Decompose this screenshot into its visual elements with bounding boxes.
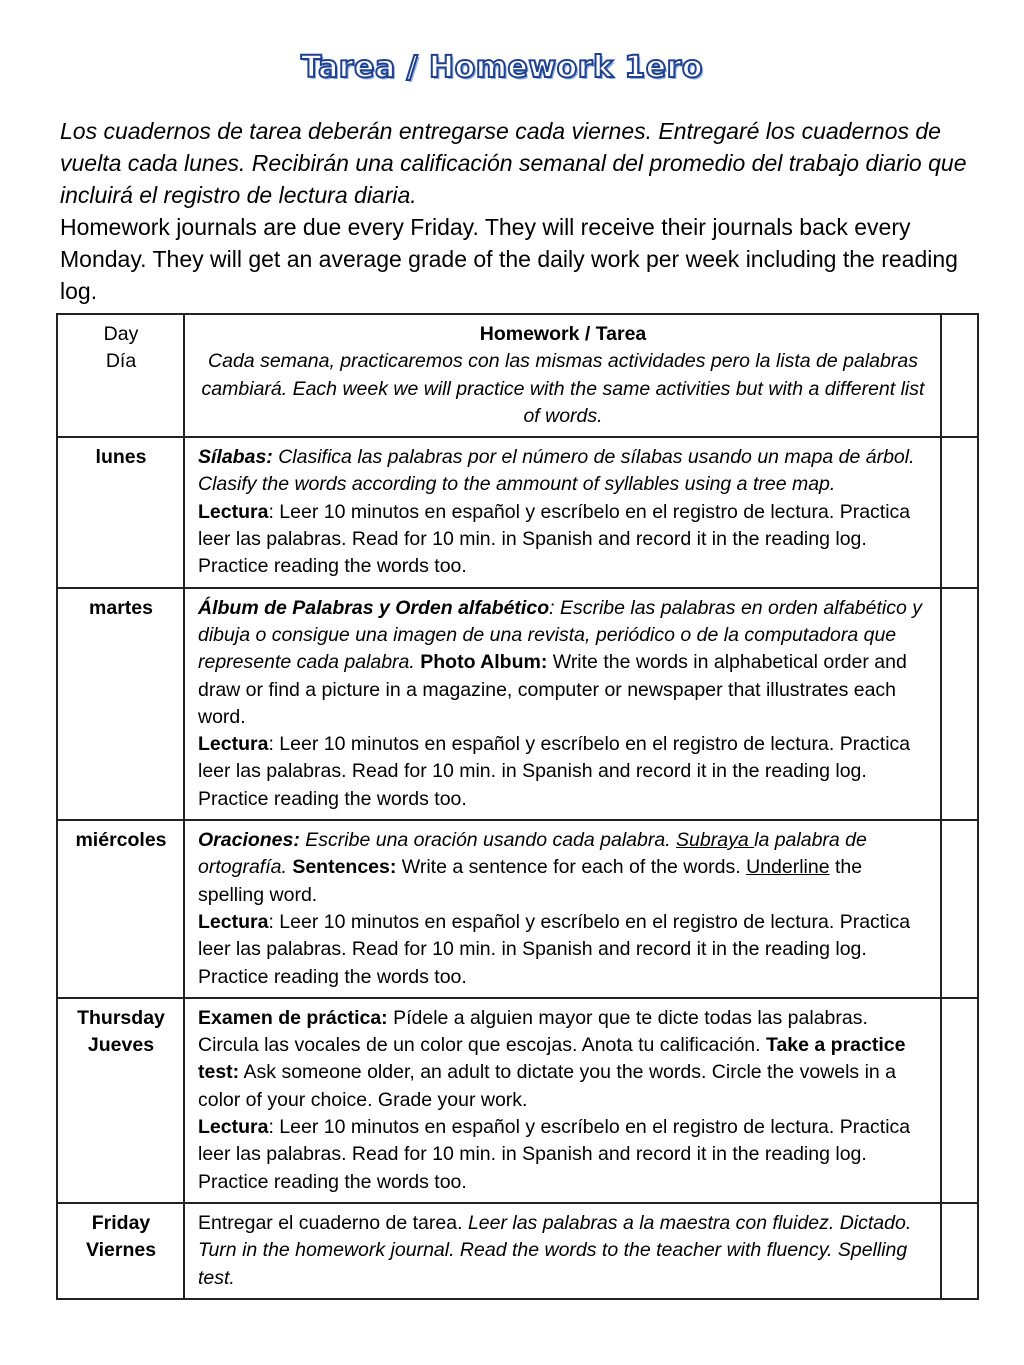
reading-label: Lectura — [198, 500, 269, 523]
homework-header-title: Homework / Tarea — [479, 323, 647, 345]
homework-cell — [184, 588, 941, 820]
day-cell — [57, 820, 184, 998]
intro-section — [60, 115, 970, 307]
activity-text: la palabra de ortografía. — [198, 829, 867, 879]
day-label: martes — [89, 596, 153, 619]
table-row — [57, 588, 978, 820]
reading-label: Lectura — [198, 910, 269, 933]
extra-column — [941, 588, 978, 820]
day-header — [57, 314, 184, 437]
day-label-en: Friday — [91, 1211, 151, 1234]
extra-column — [941, 998, 978, 1203]
activity-text-en: Write a sentence for each of the words. — [396, 856, 747, 879]
activity-text: Entregar el cuaderno de tarea. — [198, 1211, 468, 1234]
reading-line — [198, 909, 928, 991]
day-cell — [57, 998, 184, 1203]
table-header-row — [57, 314, 978, 437]
day-cell — [57, 437, 184, 587]
activity-title: Oraciones: — [198, 829, 300, 852]
activity-text-italic: Leer las palabras a la maestra con fluidez. Dictado. Turn in the homework journal. Read the words to the teacher with fluency. Spelling test. — [198, 1211, 912, 1289]
homework-cell — [184, 437, 941, 587]
day-header-es: Día — [105, 350, 137, 373]
reading-text: : Leer 10 minutos en español y escríbelo en el registro de lectura. Practica leer las palabras. Read for 10 min. in Spanish and record it in the reading log. Practice reading the words too. — [198, 910, 911, 988]
table-row — [57, 998, 978, 1203]
table-row — [57, 437, 978, 587]
extra-column — [941, 820, 978, 998]
day-header-en: Day — [103, 323, 139, 345]
day-label: miércoles — [75, 829, 167, 852]
activity-title: Examen de práctica: — [198, 1006, 388, 1029]
activity-title-en: Photo Album: — [420, 651, 548, 674]
activity-text-en: Ask someone older, an adult to dictate you the words. Circle the vowels in a color of your choice. Grade your work. — [198, 1061, 897, 1111]
homework-table — [56, 313, 979, 1300]
homework-cell — [184, 1203, 941, 1299]
reading-line — [198, 499, 928, 581]
reading-text: : Leer 10 minutos en español y escríbelo en el registro de lectura. Practica leer las palabras. Read for 10 min. in Spanish and record it in the reading log. Practice reading the words too. — [198, 500, 911, 578]
activity-text: Escribe una oración usando cada palabra. — [299, 829, 677, 852]
table-row — [57, 1203, 978, 1299]
activity-title-en: Sentences: — [292, 856, 397, 879]
activity-text: : Escribe las palabras en orden alfabético y dibuja o consigue una imagen de una revista, periódico o de la computadora que represente cada palabra. — [198, 596, 922, 674]
extra-column — [941, 1203, 978, 1299]
underlined-word: Subraya — [676, 829, 755, 852]
intro-english: Homework journals are due every Friday. They will receive their journals back every Monday. They will get an average grade of the daily work per week including the reading log. — [60, 214, 958, 304]
activity-title: Álbum de Palabras y Orden alfabético — [198, 596, 550, 619]
homework-cell — [184, 998, 941, 1203]
day-label: lunes — [95, 446, 147, 469]
reading-label: Lectura — [198, 1116, 269, 1139]
reading-label: Lectura — [198, 733, 269, 756]
activity-title: Sílabas: — [198, 446, 273, 469]
homework-header-subtitle: Cada semana, practicaremos con las mismas actividades pero la lista de palabras cambiará. Each week we will practice with the same activities but with a different list of words. — [201, 350, 925, 427]
reading-line — [198, 731, 928, 813]
activity-text-en: Write the words in alphabetical order and draw or find a picture in a magazine, computer or newspaper that illustrates each word. — [198, 651, 907, 728]
homework-cell — [184, 820, 941, 998]
extra-column — [941, 437, 978, 587]
day-label-es: Viernes — [85, 1239, 157, 1262]
extra-column — [941, 314, 978, 437]
reading-text: : Leer 10 minutos en español y escríbelo en el registro de lectura. Practica leer las palabras. Read for 10 min. in Spanish and record it in the reading log. Practice reading the words too. — [198, 1116, 911, 1193]
activity-text: Clasifica las palabras por el número de sílabas usando un mapa de árbol. Clasify the words according to the ammount of syllables using a tree map. — [198, 446, 915, 496]
underlined-word: Underline — [746, 856, 830, 879]
page-title: Tarea / Homework 1ero — [300, 50, 704, 85]
reading-text: : Leer 10 minutos en español y escríbelo en el registro de lectura. Practica leer las palabras. Read for 10 min. in Spanish and record it in the reading log. Practice reading the words too. — [198, 733, 911, 810]
homework-header — [184, 314, 941, 437]
day-cell — [57, 588, 184, 820]
activity-text: Pídele a alguien mayor que te dicte todas las palabras. Circula las vocales de un color que escojas. Anota tu calificación. — [198, 1006, 868, 1057]
intro-spanish: Los cuadernos de tarea deberán entregarse cada viernes. Entregaré los cuadernos de vuelta cada lunes. Recibirán una calificación semanal del promedio del trabajo diario que incluirá el registro de lectura diaria. — [60, 118, 967, 208]
day-cell — [57, 1203, 184, 1299]
reading-line — [198, 1114, 928, 1196]
table-row — [57, 820, 978, 998]
day-label-es: Jueves — [87, 1034, 155, 1057]
activity-title-en: Take a practice test: — [198, 1034, 906, 1084]
day-label-en: Thursday — [77, 1006, 165, 1029]
activity-text-en: the spelling word. — [198, 856, 863, 906]
